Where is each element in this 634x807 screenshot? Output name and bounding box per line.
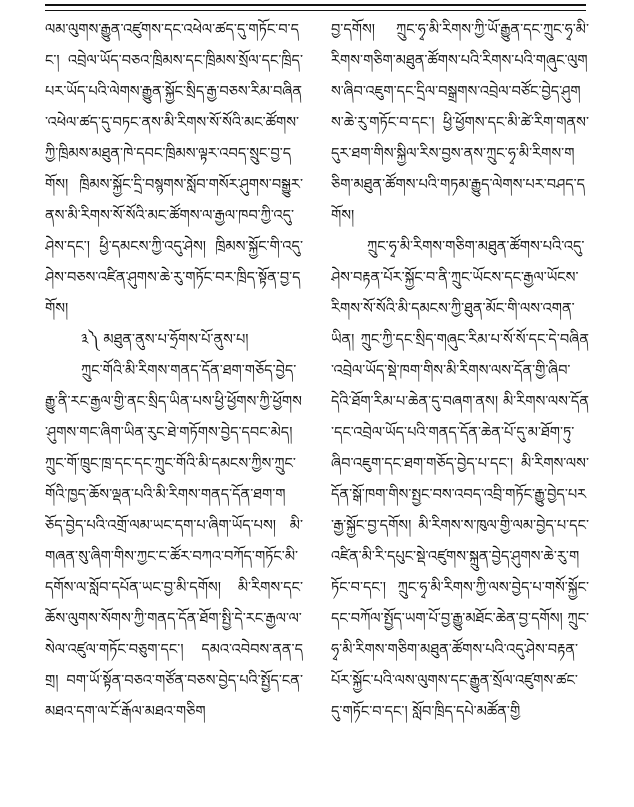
- two-column-body: [45, 15, 589, 805]
- right-column: [331, 15, 589, 805]
- header-rule-thin: [45, 10, 586, 11]
- left-paragraph-2: ཀྲུང་གོའི་མི་རིགས་གནད་དོན་ཐག་གཅོད་བྱེད་རྒྱུ་ནི་རང་རྒྱལ་གྱི་ནང་སྲིད་ཡིན་པས་ཕྱི་ཕྱོགས་ཀྱི་ཕྱོགས་ཤུགས་གང་ཞིག་ཡིན་རུང་ཐེ་གཏོགས་བྱེད་དབང་མེད། ཀྲུང་གོ་ཁྲུང་ཁྲ་དང་དང་ཀྲུང་གོའི་མི་དམངས་ཀྱིས་ཀྲུང་གོའི་ཁྱད་ཆོས་ལྡན་པའི་མི་རིགས་གནད་དོན་ཐག་གཅོད་བྱེད་པའི་འགྲོ་ལམ་ཡང་དག་པ་ཞིག་ཡོད་པས། མི་གཞན་སུ་ཞིག་གིས་ཀྱང་ང་ཚོར་བཀའ་བཀོད་གཏོང་མི་དགོས་ལ་སློབ་དཔོན་ཡང་བྱ་མི་དགོས། མི་རིགས་དང་ཆོས་ལུགས་སོགས་ཀྱི་གནད་དོན་ཐོག་སྤྱི་དེ་རང་རྒྱལ་ལ་སེལ་འཛུལ་གཏོང་བཅུག་དང་། དམའ་འབེབས་ནན་དགྲ། བག་ཡོ་སྟོན་བཅའ་གཙོན་བཅས་བྱེད་པའི་སྤྱོད་ངན་མཐའ་དག་ལ་ངོ་རྒོལ་མཐའ་གཅིག: [45, 363, 303, 720]
- right-paragraph-1: བྱ་དགོས། ཀྲུང་ཧྭ་མི་རིགས་ཀྱི་ཡོ་རྒྱུན་དང་ཀྲུང་ཧྭ་མི་རིགས་གཅིག་མཐུན་ཚོགས་པའི་རིགས་པའི་གཞུང་ལུགས་ཞིབ་འཇུག་དང་དྲིལ་བསྒྲགས་འབྲེལ་བཙོང་བྱེད་ཤུགས་ཆེ་རུ་གཏོང་བ་དང་། ཕྱི་ཕྱོགས་དང་མི་ཚེ་རིག་གནས་དུར་ཐག་གིས་སྐྱིལ་རིས་བྱས་ནས་ཀྲུང་ཧྭ་མི་རིགས་གཅིག་མཐུན་ཚོགས་པའི་གཏམ་རྒྱུད་ལེགས་པར་བཤད་དགོས།: [331, 22, 589, 224]
- right-paragraph-2: ཀྲུང་ཧྭ་མི་རིགས་གཅིག་མཐུན་ཚོགས་པའི་འདུ་ཤེས་བརྟན་པོར་སྐྱོང་བ་ནི་ཀྲུང་ཡོངས་དང་རྒྱལ་ཡོངས་རིགས་སོ་སོའི་མི་དམངས་ཀྱི་ཐུན་མོང་གི་ལས་འགན་ཡིན། ཀྲུང་ཀྱི་དང་སྲིད་གཞུང་རིམ་པ་སོ་སོ་དང་དེ་བཞིན་འབྲེལ་ཡོད་སྡེ་ཁག་གིས་མི་རིགས་ལས་དོན་གྱི་ཞིབ་དེའི་ཐོག་རིམ་པ་ཆེན་དུ་བཞག་ནས། མི་རིགས་ལས་དོན་དང་འབྲེལ་ཡོད་པའི་གནད་དོན་ཆེན་པོ་དུ་མ་ཐོག་ཏུ་ཞིབ་འཇུག་དང་ཐག་གཅོད་བྱེད་པ་དང་། མི་རིགས་ལས་དོན་སྒོ་ཁག་གིས་སྤྱང་བས་འབད་འབྲི་གཏོང་རྒྱུ་བྱེད་པར་རྒྱ་སྐྱོང་བྱ་དགོས། མི་རིགས་ས་ཁུལ་གྱི་ལམ་བྱེད་པ་དང་འཛིན་མི་རི་དཔུང་སྡེ་འཛུགས་སྐྲུན་བྱེད་ཤུགས་ཆེ་རུ་གཏོང་བ་དང་། ཀྲུང་ཧྭ་མི་རིགས་ཀྱི་ལས་བྱེད་པ་གསོ་སྐྱོང་དང་བཀོལ་སྤྱོད་ཡག་པོ་བྱ་རྒྱུ་མཐོང་ཆེན་བྱ་དགོས། ཀྲུང་ཧྭ་མི་རིགས་གཅིག་མཐུན་ཚོགས་པའི་འདུ་ཤེས་བརྟན་པོར་སྐྱོང་པའི་ལས་ལུགས་དང་རྒྱུན་སྲོལ་འཛུགས་ཚང་དུ་གཏོང་བ་དང་། སློབ་ཁྲིད་དཔེ་མཚོན་གྱི: [331, 239, 589, 720]
- left-paragraph-1: ལམ་ལུགས་རྒྱུན་འཛུགས་དང་འཕེལ་ཚད་དུ་གཏོང་བ་དང་། འབྲེལ་ཡོད་བཅའ་ཁྲིམས་དང་ཁྲིམས་སྲོལ་དང་ཁྲིད་པར་ཡོད་པའི་ལེགས་རྒྱུན་སྐྱོང་སྲིད་རྒྱ་བཅས་རིམ་བཞིན་འཕེལ་ཚད་དུ་བཏང་ནས་མི་རིགས་སོ་སོའི་མང་ཚོགས་ཀྱི་ཁྲིམས་མཐུན་ཁེ་དབང་ཁྲིམས་ལྟར་འབད་སྲུང་བྱ་དགོས། ཁྲིམས་སྐྱོང་དྲི་བསྙགས་སློབ་གསོར་ཤུགས་བསྒྱུར་ནས་མི་རིགས་སོ་སོའི་མང་ཚོགས་ལ་རྒྱལ་ཁབ་ཀྱི་འདུ་ཤེས་དང་། ཕྱི་དམངས་ཀྱི་འདུ་ཤེས། ཁྲིམས་སྐྱོང་གི་འདུ་ཤེས་བཅས་འཛིན་ཤུགས་ཆེ་རུ་གཏོང་བར་ཁྲིད་སྟོན་བྱ་དགོས།: [45, 22, 303, 317]
- header-rule-thick: [45, 4, 586, 6]
- left-column: [45, 15, 303, 805]
- left-section-heading: ༣༽ མཐུན་ནུས་པ་ཧྲོགས་པོ་ནུས་པ།: [81, 332, 249, 348]
